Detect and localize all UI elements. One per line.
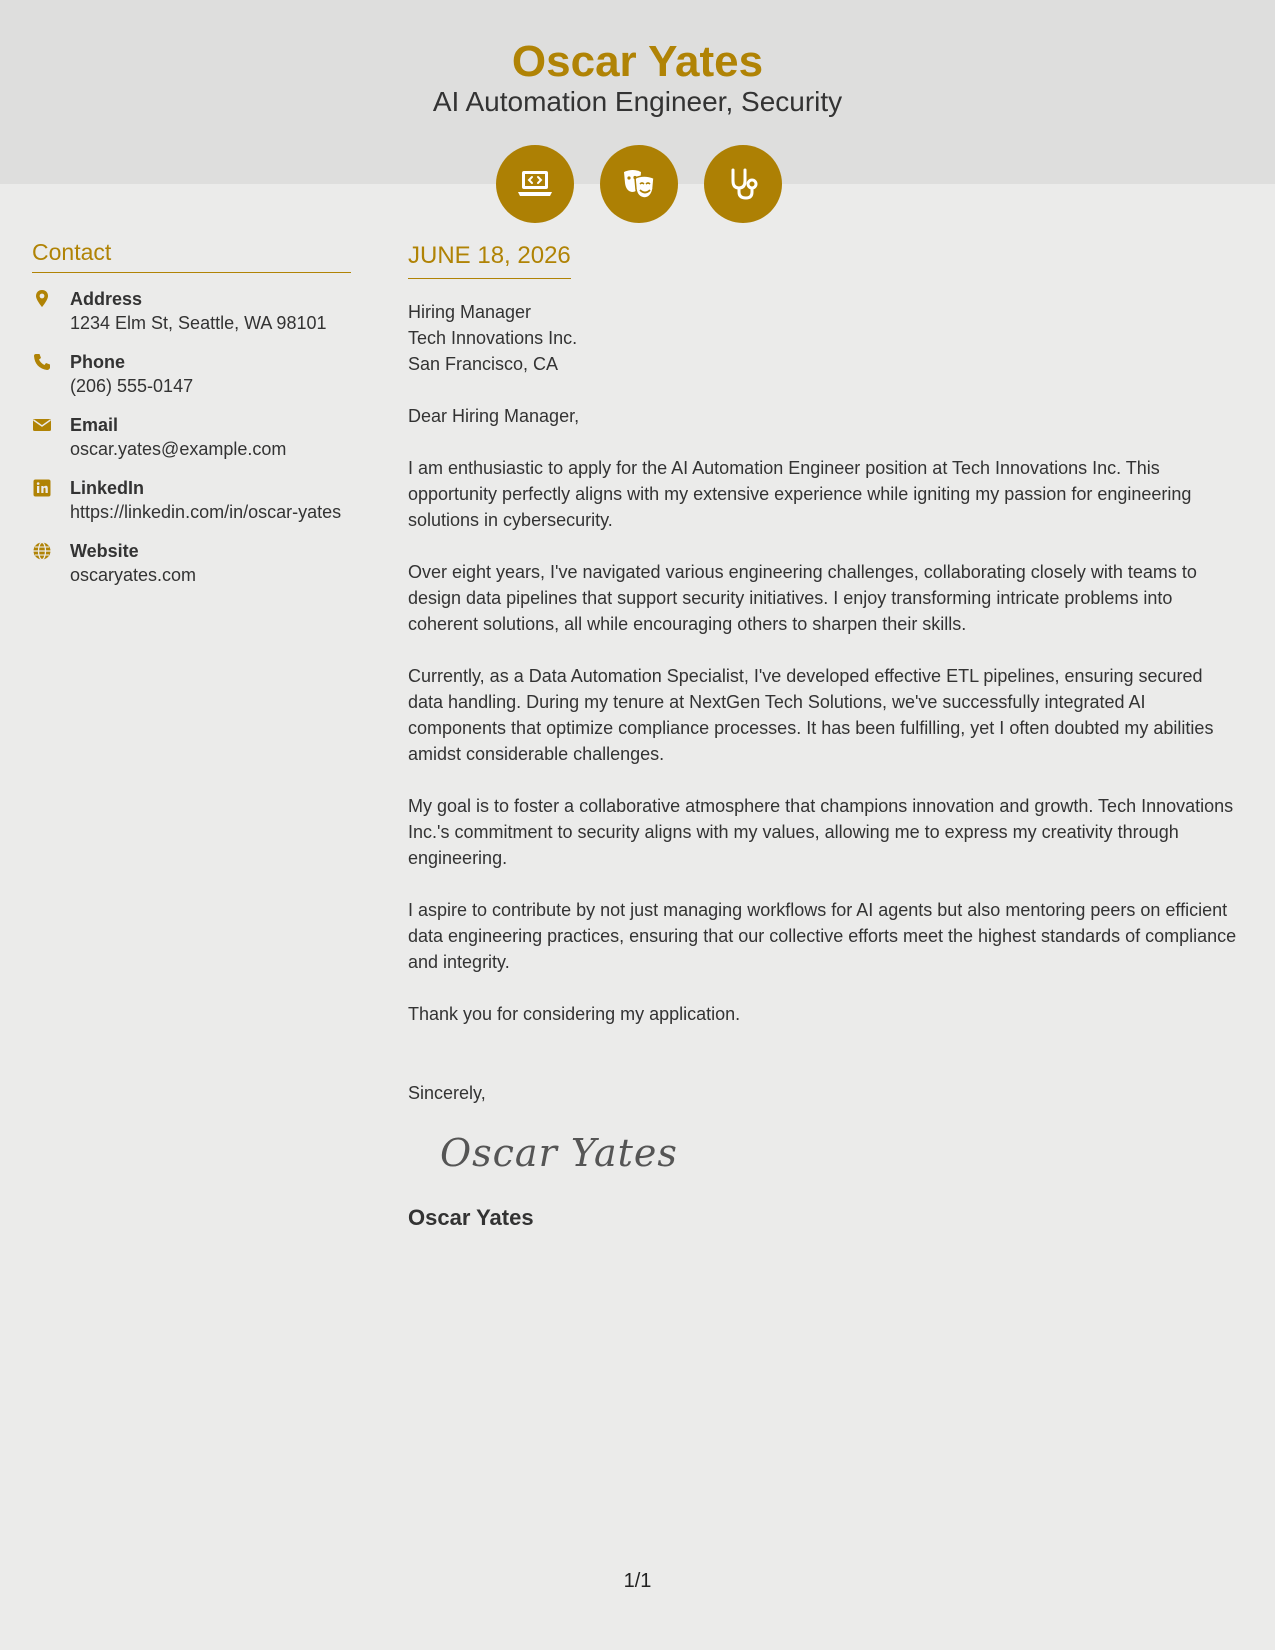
contact-value: (206) 555-0147 (70, 376, 194, 396)
recipient-line: Tech Innovations Inc. (408, 328, 578, 348)
recipient-line: San Francisco, CA (408, 354, 559, 374)
paragraph: My goal is to foster a collaborative atmosphere that champions innovation and growth. Tech Innovations Inc.'s commitment to security aligns with my values, allowing me to express my creativity through engineering. (408, 796, 1234, 868)
contact-label: Phone (70, 352, 126, 372)
signature: Oscar Yates (440, 1131, 678, 1175)
paragraph: I aspire to contribute by not just managing workflows for AI agents but also mentoring peers on efficient data engineering practices, ensuring that our collective efforts meet the highest standards of compliance and integrity. (408, 900, 1237, 972)
applicant-title: AI Automation Engineer, Security (432, 86, 843, 117)
globe-icon (32, 539, 70, 588)
paragraph: Currently, as a Data Automation Specialist, I've developed effective ETL pipelines, ensuring secured data handling. During my tenure at NextGen Tech Solutions, we've successfully integrated AI components that optimize compliance processes. It has been fulfilling, yet I often doubted my abilities amidst considerable challenges. (408, 666, 1214, 764)
paragraph: Over eight years, I've navigated various engineering challenges, collaborating closely with teams to design data pipelines that support security initiatives. I enjoy transforming intricate problems into coherent solutions, all while encouraging others to sharpen their skills. (408, 562, 1197, 634)
map-pin-icon (32, 287, 70, 336)
contact-email (32, 413, 351, 462)
paragraph: I am enthusiastic to apply for the AI Automation Engineer position at Tech Innovations Inc. This opportunity perfectly aligns with my extensive experience while igniting my passion for engineering solutions in cybersecurity. (408, 458, 1192, 530)
linkedin-icon (32, 476, 70, 525)
contact-label: LinkedIn (70, 478, 145, 498)
contact-value: 1234 Elm St, Seattle, WA 98101 (70, 313, 327, 333)
salutation: Dear Hiring Manager, (408, 406, 580, 426)
linkedin-link[interactable]: https://linkedin.com/in/oscar-yates (70, 502, 342, 522)
contact-value: oscar.yates@example.com (70, 439, 287, 459)
stethoscope-icon (704, 145, 782, 223)
website-link[interactable]: oscaryates.com (70, 565, 197, 585)
contact-sidebar (32, 238, 351, 588)
envelope-icon (32, 413, 70, 462)
contact-label: Email (70, 415, 119, 435)
recipient-line: Hiring Manager (408, 302, 532, 322)
applicant-name: Oscar Yates (511, 37, 764, 86)
letter-body (408, 240, 1238, 1232)
phone-icon (32, 350, 70, 399)
recipient-block (408, 299, 1238, 377)
contact-label: Website (70, 541, 139, 561)
contact-label: Address (70, 289, 143, 309)
signoff-name: Oscar Yates (408, 1205, 534, 1230)
contact-heading: Contact (32, 238, 351, 273)
contact-phone (32, 350, 351, 399)
page-number: 1/1 (623, 1570, 652, 1592)
closing: Sincerely, (408, 1083, 486, 1103)
laptop-code-icon (496, 145, 574, 223)
theater-masks-icon (600, 145, 678, 223)
contact-website (32, 539, 351, 588)
letter-date: JUNE 18, 2026 (408, 240, 571, 279)
interest-badges (496, 145, 782, 223)
contact-address (32, 287, 351, 336)
contact-linkedin (32, 476, 351, 525)
paragraph: Thank you for considering my application. (408, 1004, 741, 1024)
